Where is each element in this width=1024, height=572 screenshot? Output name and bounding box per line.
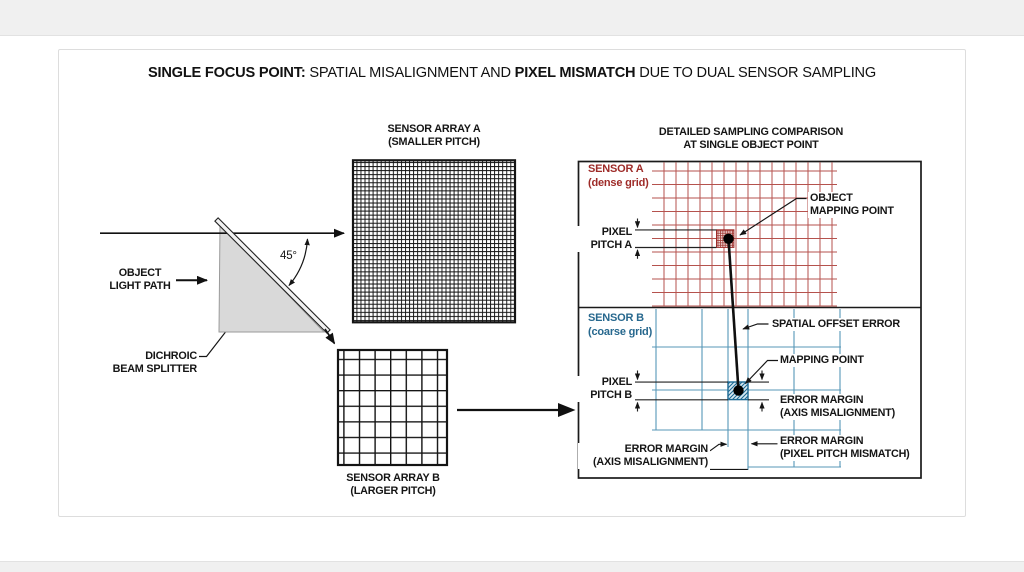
object-mapping-dot-a bbox=[723, 234, 733, 244]
reflected-beam-arrow bbox=[325, 329, 335, 344]
title-normal-2: SPATIAL MISALIGNMENT AND bbox=[305, 65, 515, 81]
title-bold-3: PIXEL MISMATCH bbox=[514, 65, 636, 81]
pixel-pitch-a-label: PIXEL PITCH A bbox=[552, 226, 634, 252]
object-light-path-label: OBJECT LIGHT PATH bbox=[109, 266, 171, 292]
title-normal-4: DUE TO DUAL SENSOR SAMPLING bbox=[635, 65, 877, 81]
error-margin-pitch-mismatch-label: ERROR MARGIN (PIXEL PITCH MISMATCH) bbox=[780, 434, 910, 460]
sensor-array-a-label: SENSOR ARRAY A (SMALLER PITCH) bbox=[387, 122, 481, 148]
pixel-pitch-b-label: PIXEL PITCH B bbox=[552, 376, 634, 402]
sensor-array-b-label: SENSOR ARRAY B (LARGER PITCH) bbox=[346, 471, 440, 497]
error-margin-axis-bottom-label: ERROR MARGIN (AXIS MISALIGNMENT) bbox=[578, 443, 710, 469]
figure-title bbox=[58, 65, 966, 81]
dichroic-beam-splitter-label: DICHROIC BEAM SPLITTER bbox=[75, 350, 199, 376]
angle-45-label: 45° bbox=[280, 250, 297, 262]
to-detail-arrow bbox=[457, 403, 576, 417]
detail-panel-title: DETAILED SAMPLING COMPARISON AT SINGLE OBJECT POINT bbox=[658, 126, 844, 151]
sensor-b-label: SENSOR B (coarse grid) bbox=[588, 312, 653, 338]
object-mapping-point-label: OBJECT MAPPING POINT bbox=[810, 192, 894, 217]
sensor-array-b-grid bbox=[338, 350, 447, 465]
mapping-dot-b bbox=[733, 385, 743, 395]
mapping-point-label: MAPPING POINT bbox=[780, 353, 864, 366]
error-margin-axis-right-label: ERROR MARGIN (AXIS MISALIGNMENT) bbox=[780, 393, 895, 419]
spatial-offset-error-label: SPATIAL OFFSET ERROR bbox=[772, 317, 900, 330]
sensor-a-label: SENSOR A (dense grid) bbox=[588, 163, 649, 189]
sensor-array-a-grid bbox=[353, 160, 515, 322]
title-bold-1: SINGLE FOCUS POINT: bbox=[147, 65, 306, 81]
